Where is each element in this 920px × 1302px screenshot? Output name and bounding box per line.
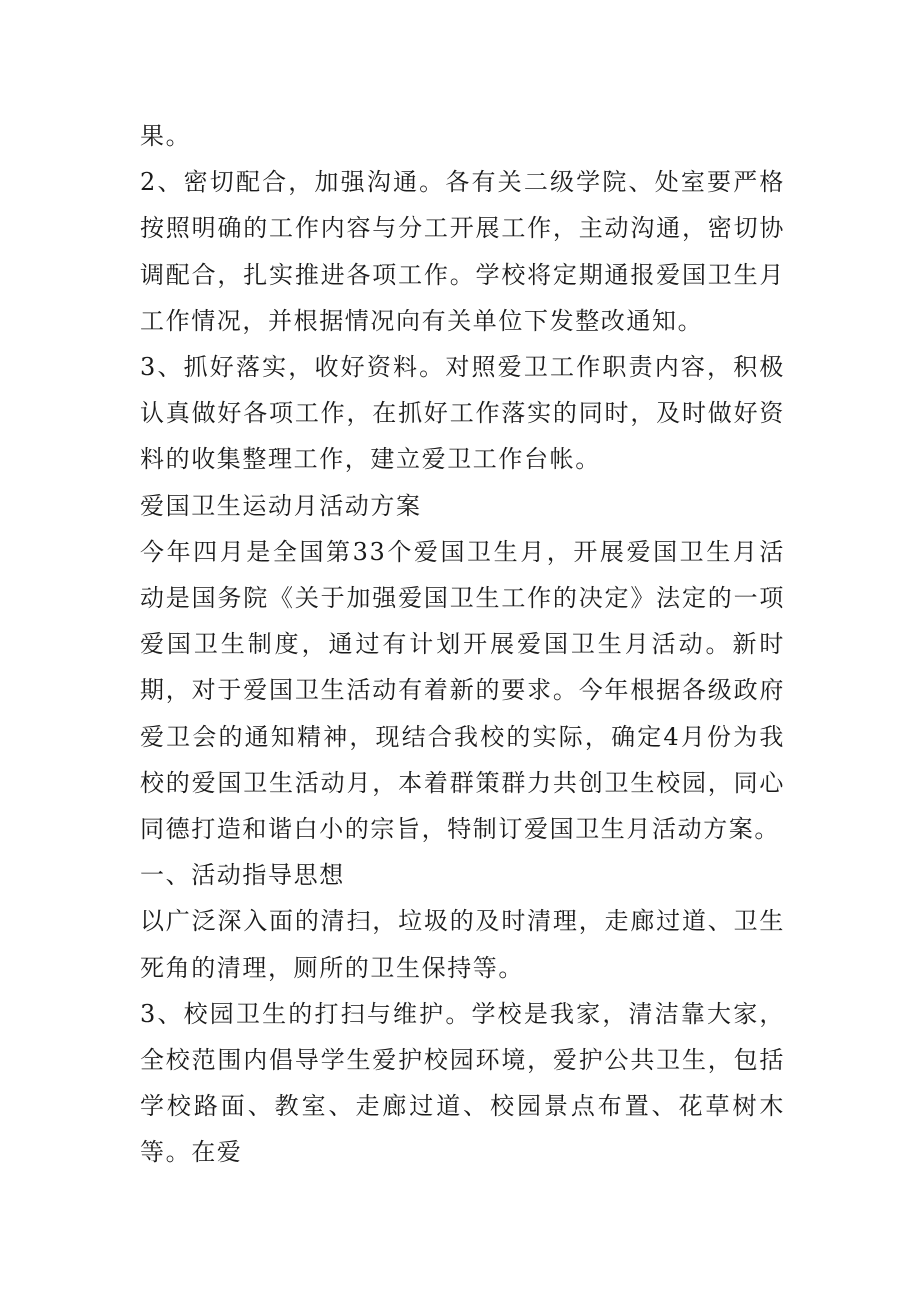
paragraph-item-2-coordination: 2、密切配合，加强沟通。各有关二级学院、处室要严格按照明确的工作内容与分工开展工作，主动沟通，密切协调配合，扎实推进各项工作。学校将定期通报爱国卫生月工作情况，并根据情况向有关单位下发整改通知。: [140, 168, 785, 335]
paragraph-cleaning: 以广泛深入面的清扫，垃圾的及时清理，走廊过道、卫生死角的清理，厕所的卫生保持等。: [140, 907, 785, 982]
document-body: [140, 113, 785, 1176]
paragraph-introduction: 今年四月是全国第33个爱国卫生月，开展爱国卫生月活动是国务院《关于加强爱国卫生工作的决定》法定的一项爱国卫生制度，通过有计划开展爱国卫生月活动。新时期，对于爱国卫生活动有着新的要求。今年根据各级政府爱卫会的通知精神，现结合我校的实际，确定4月份为我校的爱国卫生活动月，本着群策群力共创卫生校园，同心同德打造和谐白小的宗旨，特制订爱国卫生月活动方案。: [140, 537, 785, 844]
paragraph-continuation: 果。: [140, 122, 192, 150]
section-title: 爱国卫生运动月活动方案: [140, 491, 422, 520]
paragraph-item-3-campus-hygiene: 3、校园卫生的打扫与维护。学校是我家，清洁靠大家，全校范围内倡导学生爱护校园环境，爱护公共卫生，包括学校路面、教室、走廊过道、校园景点布置、花草树木等。在爱: [140, 999, 785, 1167]
paragraph-item-3-implementation: 3、抓好落实，收好资料。对照爱卫工作职责内容，积极认真做好各项工作，在抓好工作落实的同时，及时做好资料的收集整理工作，建立爱卫工作台帐。: [140, 353, 785, 474]
section-heading-guiding-ideology: 一、活动指导思想: [140, 861, 345, 890]
